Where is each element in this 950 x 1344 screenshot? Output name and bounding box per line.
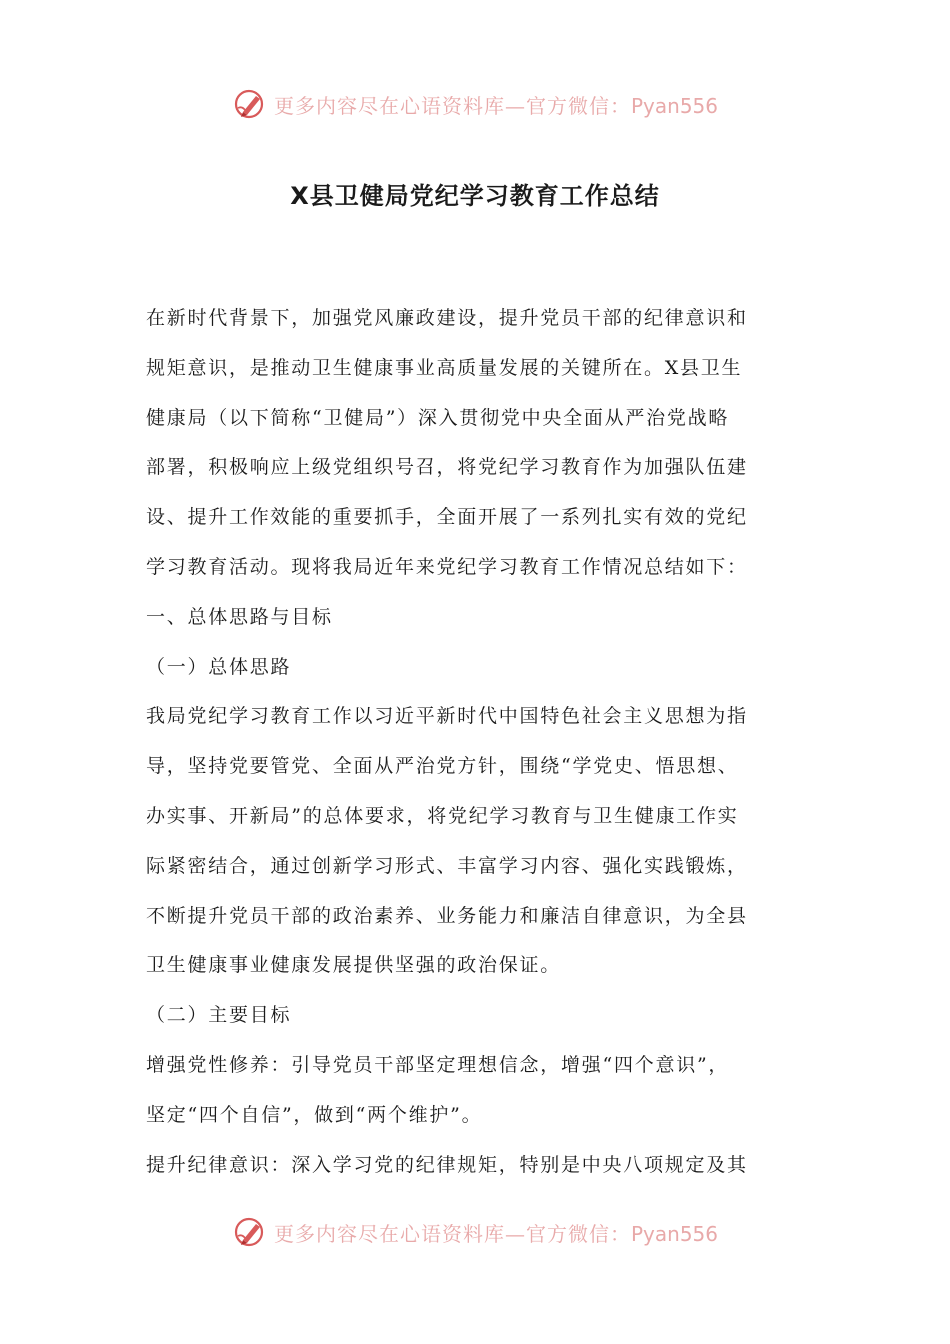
body-line: 际紧密结合，通过创新学习形式、丰富学习内容、强化实践锻炼， bbox=[146, 854, 748, 877]
subsection-heading: （二）主要目标 bbox=[146, 1004, 292, 1027]
watermark-text: 更多内容尽在心语资料库—官方微信：Pyan556 bbox=[273, 93, 718, 118]
pen-logo-icon bbox=[232, 86, 268, 122]
body-line: 部署，积极响应上级党组织号召，将党纪学习教育作为加强队伍建 bbox=[146, 456, 748, 479]
body-line: 我局党纪学习教育工作以习近平新时代中国特色社会主义思想为指 bbox=[146, 705, 748, 728]
body-line: 增强党性修养：引导党员干部坚定理想信念，增强“四个意识”， bbox=[146, 1053, 730, 1076]
body-line: 设、提升工作效能的重要抓手，全面开展了一系列扎实有效的党纪 bbox=[146, 506, 748, 529]
section-heading: 一、总体思路与目标 bbox=[146, 605, 333, 628]
watermark-text: 更多内容尽在心语资料库—官方微信：Pyan556 bbox=[273, 1221, 718, 1246]
body-line: 在新时代背景下，加强党风廉政建设，提升党员干部的纪律意识和 bbox=[146, 307, 748, 329]
body-line: 健康局（以下简称“卫健局”）深入贯彻党中央全面从严治党战略 bbox=[146, 406, 730, 429]
body-line: 导，坚持党要管党、全面从严治党方针，围绕“学党史、悟思想、 bbox=[146, 755, 739, 778]
subsection-heading: （一）总体思路 bbox=[146, 655, 292, 678]
body-line: 学习教育活动。现将我局近年来党纪学习教育工作情况总结如下： bbox=[146, 555, 748, 578]
body-line: 坚定“四个自信”，做到“两个维护”。 bbox=[146, 1103, 483, 1126]
document-body bbox=[146, 294, 806, 1190]
watermark-header bbox=[0, 84, 950, 124]
document-title: X县卫健局党纪学习教育工作总结 bbox=[290, 182, 660, 210]
body-line: 卫生健康事业健康发展提供坚强的政治保证。 bbox=[146, 954, 562, 977]
body-line: 规矩意识，是推动卫生健康事业高质量发展的关键所在。X县卫生 bbox=[146, 356, 743, 379]
body-line: 办实事、开新局”的总体要求，将党纪学习教育与卫生健康工作实 bbox=[146, 804, 739, 827]
body-line: 不断提升党员干部的政治素养、业务能力和廉洁自律意识，为全县 bbox=[146, 904, 748, 927]
watermark-footer bbox=[0, 1212, 950, 1252]
body-line: 提升纪律意识：深入学习党的纪律规矩，特别是中央八项规定及其 bbox=[146, 1153, 748, 1176]
pen-logo-icon bbox=[232, 1214, 268, 1250]
